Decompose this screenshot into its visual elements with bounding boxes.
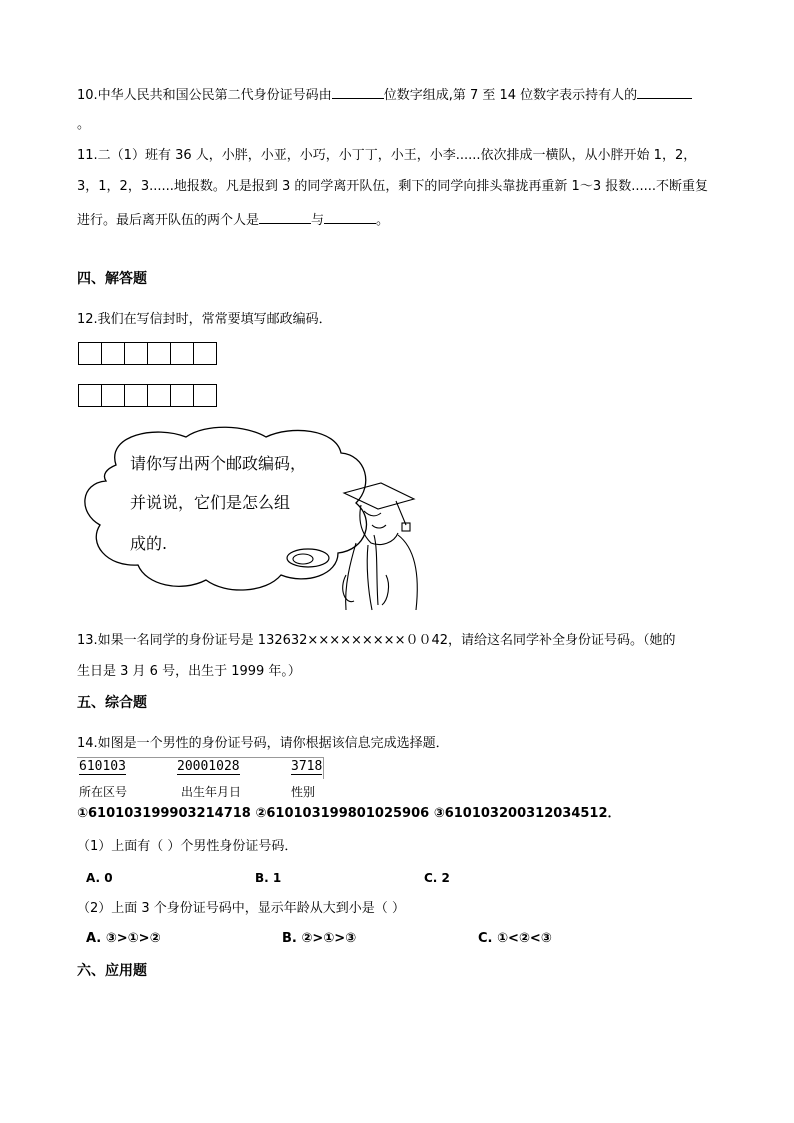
q14-sub2: （2）上面 3 个身份证号码中，显示年龄从大到小是（ ） — [77, 901, 405, 916]
postal-code-grid-1[interactable] — [78, 342, 216, 365]
postal-cell[interactable] — [101, 342, 125, 365]
q10-blank-2[interactable] — [637, 84, 692, 99]
section-6-heading: 六、应用题 — [77, 963, 147, 979]
postal-cell[interactable] — [170, 342, 194, 365]
postal-code-grid-2[interactable] — [78, 384, 216, 407]
postal-cell[interactable] — [193, 342, 217, 365]
id-label-birthdate: 出生年月日 — [181, 785, 242, 799]
bubble-tail-small — [293, 554, 313, 564]
postal-cell[interactable] — [101, 384, 125, 407]
q14-sub2-option-b[interactable]: B. ②>①>③ — [282, 931, 357, 946]
section-5-heading: 五、综合题 — [77, 695, 147, 711]
q11-text-3a: 进行。最后离开队伍的两个人是 — [77, 213, 260, 228]
question-11-line-3 — [77, 209, 389, 230]
postal-cell[interactable] — [124, 384, 148, 407]
id-number-diagram — [77, 757, 323, 799]
q14-sub1-option-a[interactable]: A. 0 — [86, 871, 113, 885]
q11-text-3c: 。 — [376, 213, 390, 228]
bubble-text-2: 并说说，它们是怎么组 — [130, 493, 291, 512]
q10-text-2: 位数字组成,第 7 至 14 位数字表示持有人的 — [383, 88, 638, 103]
id-part-birthdate: 20001028 — [177, 759, 240, 774]
postal-cell[interactable] — [124, 342, 148, 365]
bubble-text-1: 请你写出两个邮政编码， — [130, 454, 307, 473]
id-label-gender: 性别 — [291, 785, 316, 799]
section-4-heading: 四、解答题 — [77, 271, 147, 287]
bubble-text-3: 成的. — [130, 534, 168, 553]
id-part-region: 610103 — [79, 759, 126, 774]
id-label-region: 所在区号 — [79, 785, 128, 799]
q14-sub1: （1）上面有（ ）个男性身份证号码． — [77, 839, 298, 854]
q14-sub2-option-a[interactable]: A. ③>①>② — [86, 931, 161, 946]
q11-text-3b: 与 — [311, 213, 325, 228]
postal-cell[interactable] — [78, 384, 102, 407]
q14-sub1-option-b[interactable]: B. 1 — [255, 871, 282, 885]
q14-sub1-option-c[interactable]: C. 2 — [424, 871, 450, 885]
q11-blank-1[interactable] — [259, 209, 311, 224]
id-part-gender: 3718 — [291, 759, 323, 774]
q14-sub2-option-c[interactable]: C. ①<②<③ — [478, 931, 552, 946]
q11-blank-2[interactable] — [324, 209, 376, 224]
q10-end: 。 — [77, 117, 91, 132]
postal-cell[interactable] — [170, 384, 194, 407]
q11-line-1: 11.二（1）班有 36 人，小胖，小亚，小巧，小丁丁，小王，小李......依次排成一横队，从小胖开始 1，2， — [77, 148, 697, 163]
q14-ids-line: ①610103199903214718 ②610103199801025906 ③610103200312034512． — [77, 806, 621, 821]
postal-cell[interactable] — [147, 384, 171, 407]
postal-cell[interactable] — [147, 342, 171, 365]
q11-line-2: 3，1，2，3......地报数。凡是报到 3 的同学离开队伍，剩下的同学向排头靠拢再重新 1～3 报数......不断重复 — [77, 179, 709, 194]
q12-text: 12.我们在写信封时，常常要填写邮政编码． — [77, 312, 332, 327]
q10-blank-1[interactable] — [332, 84, 384, 99]
q13-line-1: 13.如果一名同学的身份证号是 132632×××××××××００42，请给这名同学补全身份证号码。（她的 — [77, 633, 676, 648]
diagram-right-rule — [323, 757, 324, 779]
q13-line-2: 生日是 3 月 6 号，出生于 1999 年。） — [77, 664, 301, 679]
q14-text: 14.如图是一个男性的身份证号码，请你根据该信息完成选择题． — [77, 736, 449, 751]
postal-cell[interactable] — [78, 342, 102, 365]
q10-text-1: 10.中华人民共和国公民第二代身份证号码由 — [77, 88, 332, 103]
diagram-top-rule — [77, 757, 323, 758]
postal-cell[interactable] — [193, 384, 217, 407]
question-10 — [77, 84, 692, 105]
